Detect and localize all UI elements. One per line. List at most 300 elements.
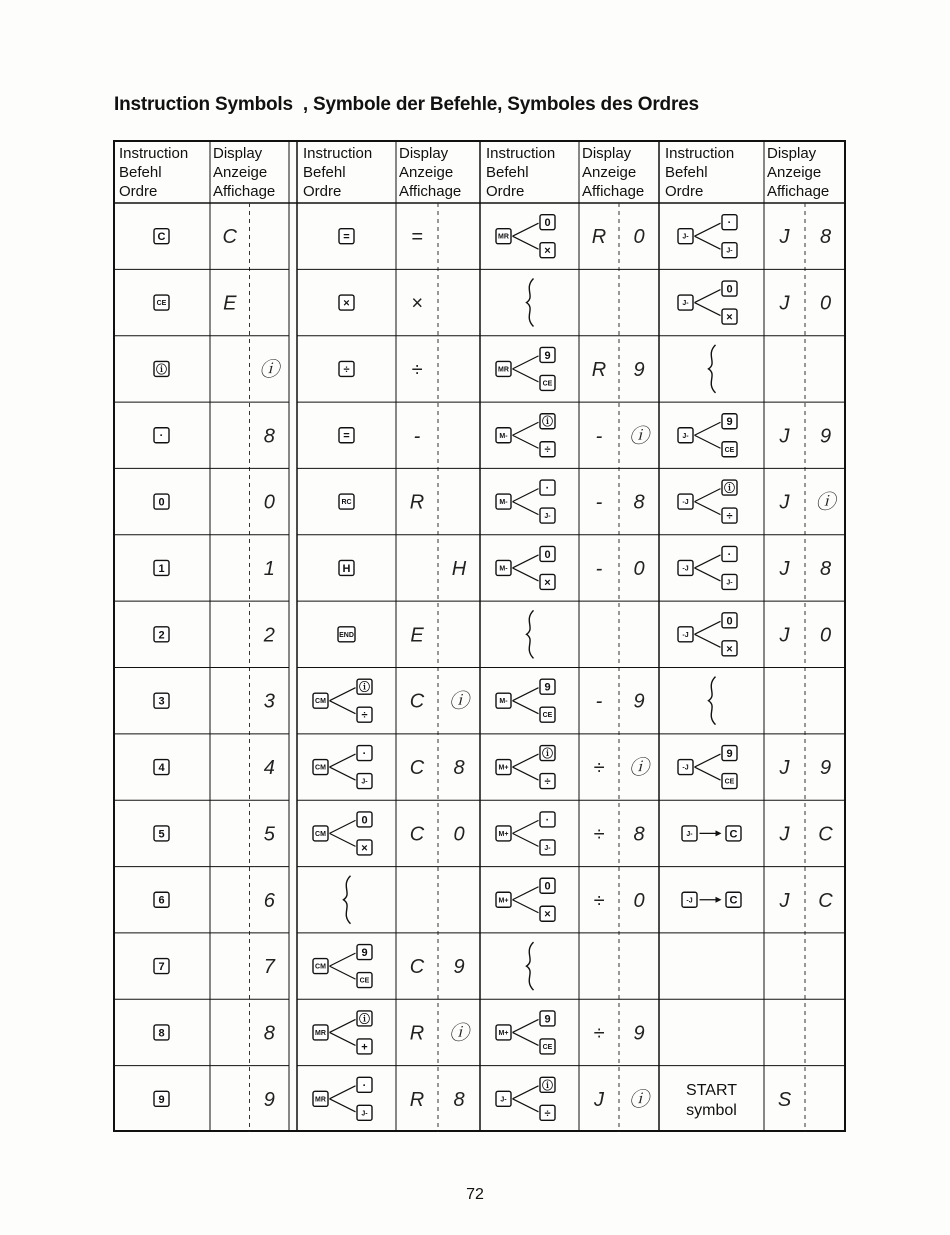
header-display-3: Affichage	[767, 183, 830, 200]
table-row	[659, 546, 846, 601]
svg-text:9: 9	[158, 1093, 165, 1106]
header-instruction-1: Instruction	[303, 145, 373, 162]
continuation-brace	[527, 942, 534, 990]
equals-key	[339, 428, 354, 443]
branch-arrows-icon	[513, 223, 539, 249]
svg-text:C: C	[729, 894, 738, 907]
divide-key	[339, 361, 354, 376]
svg-text:0: 0	[361, 814, 368, 827]
display-glyph: 8	[633, 823, 645, 846]
display-glyph: 8	[633, 491, 645, 514]
display-glyph: S	[777, 1088, 792, 1111]
display-glyph: J	[779, 292, 790, 315]
equals-key	[339, 229, 354, 244]
svg-text:·: ·	[362, 747, 367, 760]
memory-recall-key	[313, 1091, 328, 1106]
digit-9-key	[540, 1011, 555, 1026]
display-glyph: 9	[453, 956, 465, 979]
svg-text:ⓘ: ⓘ	[542, 747, 553, 760]
table-row	[297, 359, 480, 402]
change-sign-key	[540, 746, 555, 761]
svg-text:1: 1	[158, 562, 165, 575]
svg-text:÷: ÷	[544, 1107, 551, 1120]
svg-text:=: =	[343, 231, 350, 244]
svg-text:MR: MR	[315, 1029, 326, 1037]
continuation-brace	[709, 677, 716, 725]
display-glyph: J	[779, 491, 790, 514]
digit-7-key	[154, 959, 169, 974]
table-row	[297, 425, 480, 468]
svg-text:×: ×	[544, 245, 551, 258]
branch-arrows-icon	[695, 621, 721, 647]
svg-text:·: ·	[545, 814, 550, 827]
jump-back-key	[678, 627, 693, 642]
memory-plus-key	[496, 826, 511, 841]
svg-text:CM: CM	[315, 830, 326, 838]
svg-text:-J: -J	[682, 565, 689, 573]
display-glyph: 4	[263, 757, 275, 780]
header-instruction-3: Ordre	[486, 183, 525, 200]
branch-arrows-icon	[513, 1019, 539, 1045]
svg-text:0: 0	[544, 880, 551, 893]
table-row	[113, 624, 289, 667]
display-glyph: 8	[263, 425, 275, 448]
decimal-point-key	[722, 215, 737, 230]
jump-key	[682, 826, 697, 841]
digit-0-key	[357, 812, 372, 827]
display-glyph: 8	[819, 226, 832, 249]
branch-arrows-icon	[695, 489, 721, 515]
table-row	[659, 890, 846, 933]
svg-text:2: 2	[158, 629, 165, 642]
continuation-brace	[709, 345, 716, 393]
digit-0-key	[540, 215, 555, 230]
display-glyph: ⓘ	[629, 757, 649, 780]
table-row	[659, 823, 846, 866]
branch-arrows-icon	[695, 555, 721, 581]
table-group-4	[659, 140, 846, 1132]
digit-0-key	[722, 613, 737, 628]
header-display-2: Anzeige	[582, 164, 637, 181]
table-row	[659, 215, 846, 270]
arrow-head-icon	[716, 830, 722, 836]
digit-0-key	[154, 494, 169, 509]
svg-text:J-: J-	[361, 778, 368, 786]
display-glyph: R	[409, 1088, 425, 1111]
branch-arrows-icon	[513, 356, 539, 382]
display-glyph: ⓘ	[629, 1088, 649, 1111]
svg-text:CE: CE	[542, 712, 553, 720]
multiply-key	[540, 906, 555, 921]
svg-text:ⓘ: ⓘ	[542, 1079, 553, 1092]
table-row	[113, 823, 289, 866]
display-glyph: 8	[453, 1088, 465, 1111]
recall-key	[339, 494, 354, 509]
table-row	[113, 359, 289, 402]
continuation-brace	[527, 610, 534, 658]
svg-text:J-: J-	[726, 247, 733, 255]
display-glyph: 0	[633, 889, 645, 912]
clear-key	[154, 229, 169, 244]
display-glyph: 9	[819, 425, 832, 448]
branch-arrows-icon	[513, 1086, 539, 1112]
divide-key	[357, 707, 372, 722]
svg-text:×: ×	[544, 576, 551, 589]
display-glyph: ÷	[593, 823, 605, 846]
display-glyph: -	[595, 557, 603, 580]
svg-text:END: END	[339, 631, 354, 639]
svg-text:J-: J-	[361, 1110, 368, 1118]
halt-key	[339, 560, 354, 575]
change-sign-key	[540, 1077, 555, 1092]
table-row	[297, 1011, 480, 1066]
branch-arrows-icon	[513, 422, 539, 448]
decimal-point-key	[357, 746, 372, 761]
divide-key	[540, 1105, 555, 1120]
table-row	[113, 492, 289, 535]
branch-arrows-icon	[695, 422, 721, 448]
display-glyph: =	[411, 226, 423, 249]
display-glyph: 0	[819, 292, 832, 315]
display-glyph: ÷	[593, 889, 605, 912]
display-glyph: J	[779, 823, 790, 846]
digit-9-key	[540, 347, 555, 362]
branch-arrows-icon	[513, 754, 539, 780]
instruction-symbol-table	[113, 140, 846, 1132]
digit-9-key	[722, 414, 737, 429]
memory-recall-key	[313, 1025, 328, 1040]
change-sign-key	[154, 361, 169, 376]
jump-key	[722, 574, 737, 589]
svg-text:·: ·	[545, 482, 550, 495]
digit-9-key	[540, 679, 555, 694]
display-glyph: 9	[633, 1022, 645, 1045]
header-instruction-2: Befehl	[665, 164, 708, 181]
table-row	[659, 414, 846, 469]
svg-text:-J: -J	[686, 897, 693, 905]
svg-text:·: ·	[159, 430, 164, 443]
table-group-1	[113, 140, 289, 1132]
svg-text:0: 0	[544, 217, 551, 230]
branch-arrows-icon	[330, 754, 356, 780]
svg-text:ⓘ: ⓘ	[156, 363, 167, 376]
header-display-2: Anzeige	[213, 164, 268, 181]
table-row	[659, 613, 846, 668]
display-glyph: 7	[263, 956, 275, 979]
header-instruction-1: Instruction	[486, 145, 556, 162]
clear-entry-key	[722, 774, 737, 789]
svg-text:6: 6	[158, 894, 165, 907]
svg-text:×: ×	[343, 297, 350, 310]
display-glyph: C	[409, 956, 425, 979]
svg-text:0: 0	[726, 615, 733, 628]
display-glyph: C	[409, 823, 425, 846]
svg-text:M-: M-	[499, 698, 508, 706]
display-glyph: 0	[453, 823, 465, 846]
svg-text:ⓘ: ⓘ	[542, 416, 553, 429]
jump-key	[540, 840, 555, 855]
svg-text:J-: J-	[682, 300, 689, 308]
svg-text:÷: ÷	[361, 709, 368, 722]
display-glyph: 8	[263, 1022, 275, 1045]
table-row	[480, 1011, 659, 1066]
svg-text:M-: M-	[499, 432, 508, 440]
table-group-2	[297, 140, 480, 1132]
display-glyph: 8	[453, 757, 465, 780]
title-part-1: Instruction Symbols	[114, 94, 293, 115]
display-glyph: ⓘ	[449, 1022, 469, 1045]
header-display-3: Affichage	[399, 183, 462, 200]
table-row	[480, 215, 659, 270]
display-glyph: 9	[633, 358, 645, 381]
display-glyph: ÷	[593, 1022, 605, 1045]
digit-9-key	[722, 746, 737, 761]
svg-text:+: +	[361, 1041, 368, 1054]
display-glyph: R	[591, 226, 607, 249]
table-row	[659, 281, 846, 336]
svg-text:×: ×	[726, 643, 733, 656]
display-glyph: -	[595, 491, 603, 514]
svg-text:M+: M+	[498, 1029, 509, 1037]
branch-arrows-icon	[695, 223, 721, 249]
svg-text:0: 0	[726, 283, 733, 296]
digit-6-key	[154, 892, 169, 907]
jump-back-key	[678, 760, 693, 775]
digit-0-key	[722, 281, 737, 296]
svg-text:MR: MR	[498, 366, 509, 374]
svg-text:ⓘ: ⓘ	[359, 1013, 370, 1026]
branch-arrows-icon	[513, 820, 539, 846]
table-row	[297, 492, 480, 535]
digit-5-key	[154, 826, 169, 841]
display-glyph: ×	[411, 292, 423, 315]
display-glyph: H	[451, 557, 467, 580]
table-row	[480, 746, 659, 801]
table-row	[480, 878, 659, 933]
table-row	[659, 345, 846, 402]
page-number: 72	[466, 1186, 484, 1203]
branch-arrows-icon	[330, 820, 356, 846]
memory-plus-key	[496, 1025, 511, 1040]
header-display-1: Display	[213, 145, 263, 162]
display-glyph: R	[409, 491, 425, 514]
svg-text:×: ×	[544, 908, 551, 921]
display-glyph: ⓘ	[259, 358, 280, 381]
svg-text:J-: J-	[726, 579, 733, 587]
clear-memory-key	[313, 959, 328, 974]
memory-minus-key	[496, 494, 511, 509]
memory-minus-key	[496, 428, 511, 443]
jump-key	[678, 295, 693, 310]
jump-key	[678, 428, 693, 443]
svg-text:9: 9	[544, 681, 551, 694]
svg-text:CE: CE	[724, 446, 735, 454]
display-glyph: 9	[633, 690, 645, 713]
svg-text:9: 9	[726, 416, 733, 429]
display-glyph: C	[818, 889, 833, 912]
display-glyph: ⓘ	[629, 425, 649, 448]
svg-text:÷: ÷	[343, 363, 350, 376]
display-glyph: 0	[633, 557, 645, 580]
display-glyph: C	[409, 690, 425, 713]
svg-text:7: 7	[158, 961, 165, 974]
svg-text:CM: CM	[315, 698, 326, 706]
header-display-1: Display	[767, 145, 817, 162]
multiply-key	[540, 574, 555, 589]
display-glyph: 9	[819, 757, 832, 780]
table-row	[480, 546, 659, 601]
memory-recall-key	[496, 229, 511, 244]
display-glyph: ⓘ	[449, 690, 469, 713]
table-row	[113, 1022, 289, 1065]
svg-text:J-: J-	[682, 432, 689, 440]
memory-minus-key	[496, 560, 511, 575]
header-instruction-3: Ordre	[119, 183, 158, 200]
svg-text:H: H	[342, 562, 351, 575]
multiply-key	[357, 840, 372, 855]
display-glyph: ⓘ	[815, 491, 836, 514]
table-row	[297, 746, 480, 801]
clear-key	[726, 826, 741, 841]
digit-0-key	[540, 878, 555, 893]
svg-text:9: 9	[544, 1013, 551, 1026]
svg-text:5: 5	[158, 828, 165, 841]
multiply-key	[339, 295, 354, 310]
table-row	[480, 480, 659, 535]
header-display-1: Display	[582, 145, 632, 162]
header-instruction-3: Ordre	[665, 183, 704, 200]
divide-key	[722, 508, 737, 523]
clear-entry-key	[540, 1039, 555, 1054]
jump-back-key	[682, 892, 697, 907]
branch-arrows-icon	[513, 887, 539, 913]
page-title	[114, 94, 699, 116]
svg-text:-J: -J	[682, 764, 689, 772]
clear-memory-key	[313, 693, 328, 708]
jump-back-key	[678, 494, 693, 509]
svg-text:ⓘ: ⓘ	[359, 681, 370, 694]
svg-text:9: 9	[726, 747, 733, 760]
display-glyph: 0	[819, 624, 832, 647]
header-display-3: Affichage	[582, 183, 645, 200]
table-row	[113, 956, 289, 999]
change-sign-key	[357, 1011, 372, 1026]
branch-arrows-icon	[513, 688, 539, 714]
change-sign-key	[357, 679, 372, 694]
table-row	[480, 279, 659, 336]
clear-memory-key	[313, 760, 328, 775]
display-glyph: J	[779, 425, 790, 448]
table-row	[480, 679, 659, 734]
svg-text:M-: M-	[499, 499, 508, 507]
svg-text:-J: -J	[682, 631, 689, 639]
branch-arrows-icon	[695, 290, 721, 316]
branch-arrows-icon	[330, 1019, 356, 1045]
display-glyph: -	[595, 690, 603, 713]
display-glyph: J	[779, 889, 790, 912]
digit-8-key	[154, 1025, 169, 1040]
divide-key	[540, 442, 555, 457]
table-row	[113, 425, 289, 468]
svg-text:J-: J-	[500, 1096, 507, 1104]
display-glyph: C	[222, 226, 237, 249]
svg-text:C: C	[729, 828, 738, 841]
display-glyph: R	[409, 1022, 425, 1045]
table-row	[480, 812, 659, 867]
svg-text:J-: J-	[544, 513, 551, 521]
digit-3-key	[154, 693, 169, 708]
table-row	[659, 746, 846, 801]
svg-text:0: 0	[158, 496, 165, 509]
decimal-point-key	[540, 812, 555, 827]
digit-9-key	[154, 1091, 169, 1106]
table-row	[297, 945, 480, 1000]
table-row	[113, 1089, 289, 1132]
branch-arrows-icon	[695, 754, 721, 780]
header-instruction-2: Befehl	[486, 164, 529, 181]
display-glyph: 0	[633, 226, 645, 249]
multiply-key	[540, 243, 555, 258]
table-row	[297, 1077, 480, 1132]
svg-text:÷: ÷	[544, 444, 551, 457]
display-glyph: ÷	[593, 757, 605, 780]
jump-key	[357, 774, 372, 789]
svg-text:J-: J-	[682, 233, 689, 241]
svg-text:CE: CE	[359, 977, 370, 985]
svg-text:÷: ÷	[726, 510, 733, 523]
table-row	[113, 226, 289, 269]
table-row	[480, 414, 659, 469]
branch-arrows-icon	[513, 489, 539, 515]
display-glyph: J	[779, 624, 790, 647]
digit-0-key	[540, 546, 555, 561]
multiply-key	[722, 309, 737, 324]
table-row	[113, 293, 289, 336]
digit-4-key	[154, 760, 169, 775]
display-glyph: 8	[819, 557, 832, 580]
display-glyph: J	[779, 557, 790, 580]
start-label: START	[686, 1081, 737, 1099]
svg-text:MR: MR	[315, 1096, 326, 1104]
change-sign-key	[722, 480, 737, 495]
clear-memory-key	[313, 826, 328, 841]
branch-arrows-icon	[330, 1086, 356, 1112]
continuation-brace	[344, 876, 351, 924]
table-row	[659, 677, 846, 734]
svg-text:3: 3	[158, 695, 165, 708]
table-row	[297, 679, 480, 734]
multiply-key	[722, 641, 737, 656]
clear-key	[726, 892, 741, 907]
branch-arrows-icon	[330, 688, 356, 714]
display-glyph: 2	[263, 624, 275, 647]
svg-text:CM: CM	[315, 963, 326, 971]
display-glyph: 1	[263, 557, 275, 580]
display-glyph: E	[410, 624, 424, 647]
display-glyph: E	[223, 292, 237, 315]
jump-key	[357, 1105, 372, 1120]
svg-text:RC: RC	[341, 499, 352, 507]
clear-entry-key	[540, 707, 555, 722]
table-row	[113, 691, 289, 734]
digit-1-key	[154, 560, 169, 575]
svg-text:M-: M-	[499, 565, 508, 573]
jump-key	[678, 229, 693, 244]
table-row	[297, 812, 480, 867]
svg-text:M+: M+	[498, 764, 509, 772]
clear-entry-key	[722, 442, 737, 457]
svg-text:0: 0	[544, 548, 551, 561]
